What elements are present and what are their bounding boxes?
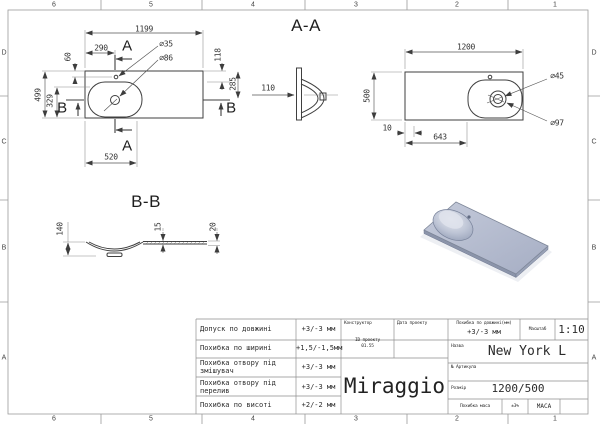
section-mark-b-left: B (57, 99, 67, 117)
tolerance-label: Похибка отвору під змішувач (200, 359, 276, 375)
border-col: 4 (251, 415, 255, 423)
product-name: New York L (487, 344, 567, 359)
border-col: 5 (149, 1, 153, 9)
border-row: C (591, 138, 597, 146)
border-col: 3 (354, 415, 358, 423)
section-aa-title: A-A (291, 16, 321, 35)
dim-faucet-y: 60 (63, 52, 73, 62)
border-col: 4 (251, 1, 255, 9)
border-row: A (1, 354, 7, 362)
dia-faucet: ∅35 (159, 39, 173, 49)
dim-basin-center-y: 329 (45, 94, 55, 108)
border-col: 2 (455, 415, 459, 423)
dim-edge-bb: 20 (208, 222, 218, 232)
dim-depth-top: 500 (362, 89, 372, 103)
section-aa-lines (252, 68, 338, 120)
tolerance-label: Похибка отвору під перелив (200, 379, 276, 395)
border-row: B (1, 244, 7, 252)
tolerance-value: +1,5/-1,5мм (296, 344, 343, 352)
dim-height: 499 (33, 88, 43, 102)
front-view-lines (42, 30, 238, 167)
border-col: 2 (455, 1, 459, 9)
size-label: Розмір (451, 386, 467, 391)
border-col: 6 (52, 1, 56, 9)
dia-recess-top: ∅97 (550, 118, 564, 128)
brand-logo: Miraggio (343, 374, 446, 398)
dim-height-bb: 140 (55, 222, 65, 236)
border-col: 1 (553, 415, 557, 423)
dim-depth-aa: 110 (261, 83, 275, 93)
render-3d (420, 202, 552, 282)
dim-basin-width: 520 (104, 152, 118, 162)
dim-faucet-x: 290 (94, 43, 108, 53)
border-col: 1 (553, 1, 557, 9)
dim-edge-top: 10 (382, 123, 392, 133)
section-bb-title: B-B (131, 192, 161, 211)
scale-label: Масштаб (528, 327, 547, 332)
length-tolerance-label: Похибка по довжині(мм) (456, 321, 512, 326)
dia-drain-top: ∅45 (550, 71, 564, 81)
tolerance-value: +2/-2 мм (301, 401, 336, 409)
dim-width: 1199 (134, 24, 154, 34)
mass-tolerance-value: ±3% (511, 404, 519, 409)
tolerance-label: Допуск по довжині (200, 325, 272, 333)
project-id-value: 01.55 (361, 344, 374, 349)
mass-label: МАСА (536, 403, 552, 410)
mass-tolerance-label: Похибка маса (459, 404, 491, 409)
dim-width-top: 1200 (456, 42, 476, 52)
border-col: 5 (149, 415, 153, 423)
border-row: C (1, 138, 7, 146)
dia-drain: ∅86 (159, 53, 173, 63)
dim-right-center: 285 (228, 77, 238, 91)
border-col: 3 (354, 1, 358, 9)
name-label: Назва (451, 344, 464, 349)
border-row: A (591, 354, 597, 362)
tolerance-value: +3/-3 мм (301, 325, 336, 333)
tolerance-label: Похибка по ширині (200, 344, 272, 352)
project-id-label: ID проекту (354, 338, 381, 343)
border-col: 6 (52, 415, 56, 423)
tolerance-value: +3/-3 мм (301, 363, 336, 371)
dim-basin-x-top: 643 (433, 132, 447, 142)
section-mark-a-bottom: A (122, 137, 132, 155)
section-bb-lines (63, 222, 220, 257)
dim-right-top: 118 (213, 48, 223, 62)
scale-value: 1:10 (558, 323, 585, 336)
border-row: D (1, 49, 7, 57)
section-mark-a-top: A (122, 37, 132, 55)
article-label: № Артикула (451, 365, 477, 370)
section-mark-b-right: B (226, 99, 236, 117)
tolerance-value: +3/-3 мм (301, 383, 336, 391)
date-label: Дата проекту (397, 321, 428, 326)
length-tolerance-value: +3/-3 мм (467, 328, 501, 336)
constructor-label: Конструктор (344, 321, 372, 326)
border-row: B (591, 244, 597, 252)
border-row: D (591, 49, 597, 57)
tolerance-label: Похибка по висоті (200, 401, 272, 409)
size-value: 1200/500 (491, 382, 545, 395)
top-view-lines (371, 49, 547, 147)
dim-deck-bb: 15 (153, 222, 163, 232)
